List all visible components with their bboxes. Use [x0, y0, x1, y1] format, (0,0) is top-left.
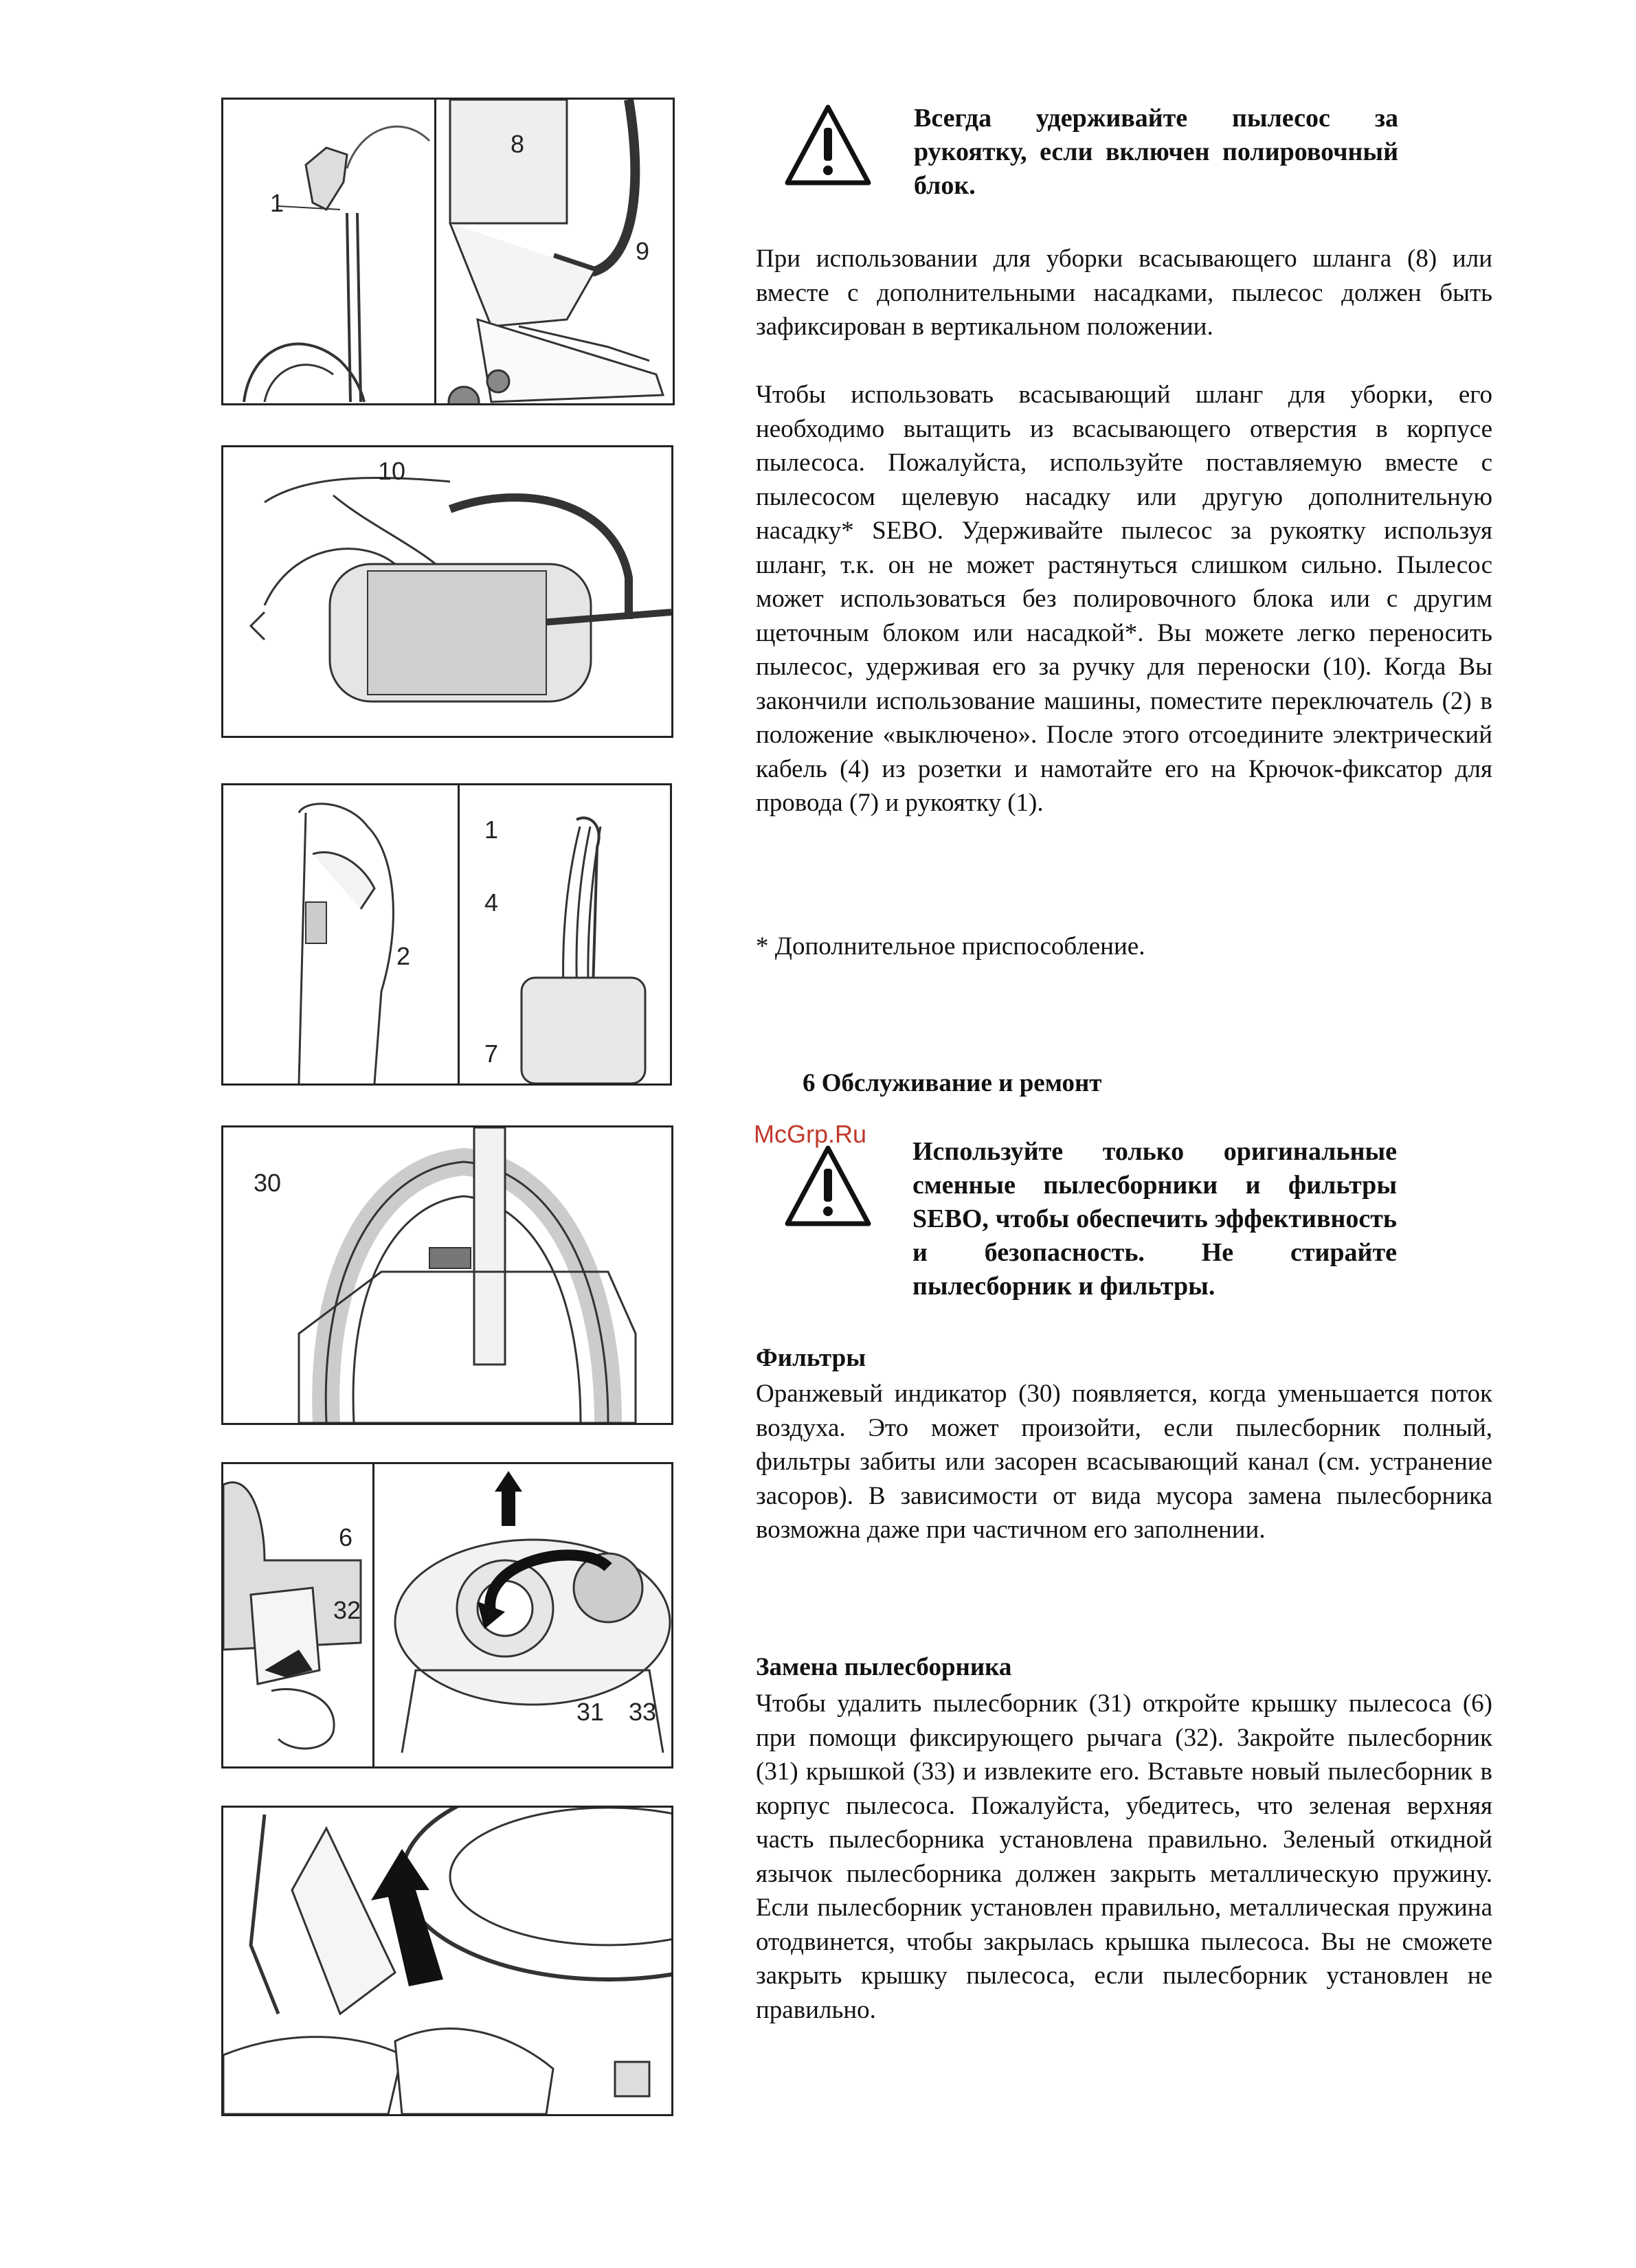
warning-icon: [783, 103, 873, 187]
label-2: 2: [396, 942, 411, 970]
bag-heading: Замена пылесборника: [756, 1653, 1012, 1681]
label-1: 1: [270, 189, 284, 217]
label-33: 33: [629, 1698, 657, 1726]
figure-indicator: [221, 1125, 673, 1425]
figure-carry-handle: [221, 445, 673, 738]
label-30: 30: [254, 1169, 282, 1197]
paragraph-hose-usage: Чтобы использовать всасывающий шланг для уборки, его необходимо вытащить из всасывающего отверстия в корпусе пылесоса. Пожалуйста, используйте поставляемую вместе с пылесосом щелевую насадку или другую дополнительную насадку* SEBO. Удерживайте пылесос за рукоятку используя шланг, т.к. он не может растянуться слишком сильно. Пылесос может использоваться без полировочного блока или с другим щеточным блоком или насадкой*. Вы можете легко переносить пылесос, удерживая его за ручку для переноски (10). Когда Вы закончили использование машины, поместите переключатель (2) в положение «выключено». После этого отсоедините электрический кабель (4) из розетки и намотайте его на Крючок-фиксатор для провода (7) и рукоятку (1).: [756, 381, 1492, 817]
illustration-indicator: [223, 1127, 671, 1423]
figure-lid-lever: [221, 1462, 377, 1769]
footnote: * Дополнительное приспособление.: [756, 932, 1145, 961]
paragraph-vertical-position: При использовании для уборки всасывающего шланга (8) или вместе с дополнительными насадками, пылесос должен быть зафиксирован в вертикальном положении.: [756, 245, 1492, 341]
label-8: 8: [511, 130, 525, 158]
section-title: 6 Обслуживание и ремонт: [803, 1069, 1102, 1097]
label-1-cord: 1: [484, 816, 499, 844]
filters-text: Оранжевый индикатор (30) появляется, когда уменьшается поток воздуха. Это может произойти, если пылесборник полный, фильтры забиты или засорен всасывающий канал (см. устранение засоров). В зависимости от вида мусора замена пылесборника возможна даже при частичном его заполнении.: [756, 1380, 1492, 1544]
label-7: 7: [484, 1040, 499, 1068]
label-32: 32: [333, 1596, 361, 1624]
bag-text: Чтобы удалить пылесборник (31) откройте крышку пылесоса (6) при помощи фиксирующего рычага (32). Закройте пылесборник (31) крышкой (33) и извлеките его. Вставьте новый пылесборник в корпус пылесоса. Пожалуйста, убедитесь, что зеленая верхняя часть пылесборника установлена правильно. Зеленый откидной язычок пылесборника должен закрыть металлическую пружину. Если пылесборник установлен правильно, металлическая пружина отодвинется, чтобы закрылась крышка пылесоса. Вы не сможете закрыть крышку пылесоса, если пылесборник установлен не правильно.: [756, 1689, 1492, 2024]
filters-heading: Фильтры: [756, 1344, 866, 1372]
figure-handle-hose-right: [434, 98, 675, 405]
figure-switch: [221, 783, 462, 1086]
label-4: 4: [484, 888, 499, 917]
illustration-handle: [223, 100, 436, 403]
figure-handle-hose-left: [221, 98, 438, 405]
figure-bag-insert: [221, 1806, 673, 2116]
label-31: 31: [576, 1698, 605, 1726]
label-6: 6: [339, 1523, 353, 1551]
figure-cord: [458, 783, 672, 1086]
illustration-bag-insert: [223, 1808, 671, 2114]
label-9: 9: [636, 237, 650, 265]
warning-hold-handle: Всегда удерживайте пылесос за рукоятку, если включен полировочный блок.: [914, 104, 1398, 200]
warning-icon-2: [783, 1144, 873, 1228]
label-10: 10: [378, 457, 406, 485]
illustration-switch: [223, 785, 460, 1084]
figure-bag-removal: [372, 1462, 673, 1769]
watermark: McGrp.Ru: [754, 1120, 867, 1148]
warning-original-parts: Используйте только оригинальные сменные пылесборники и фильтры SEBO, чтобы обеспечить эффективность и безопасность. Не стирайте пылесборник и фильтры.: [912, 1137, 1397, 1301]
illustration-bag-removal: [374, 1464, 671, 1766]
illustration-carry-handle: [223, 447, 671, 736]
